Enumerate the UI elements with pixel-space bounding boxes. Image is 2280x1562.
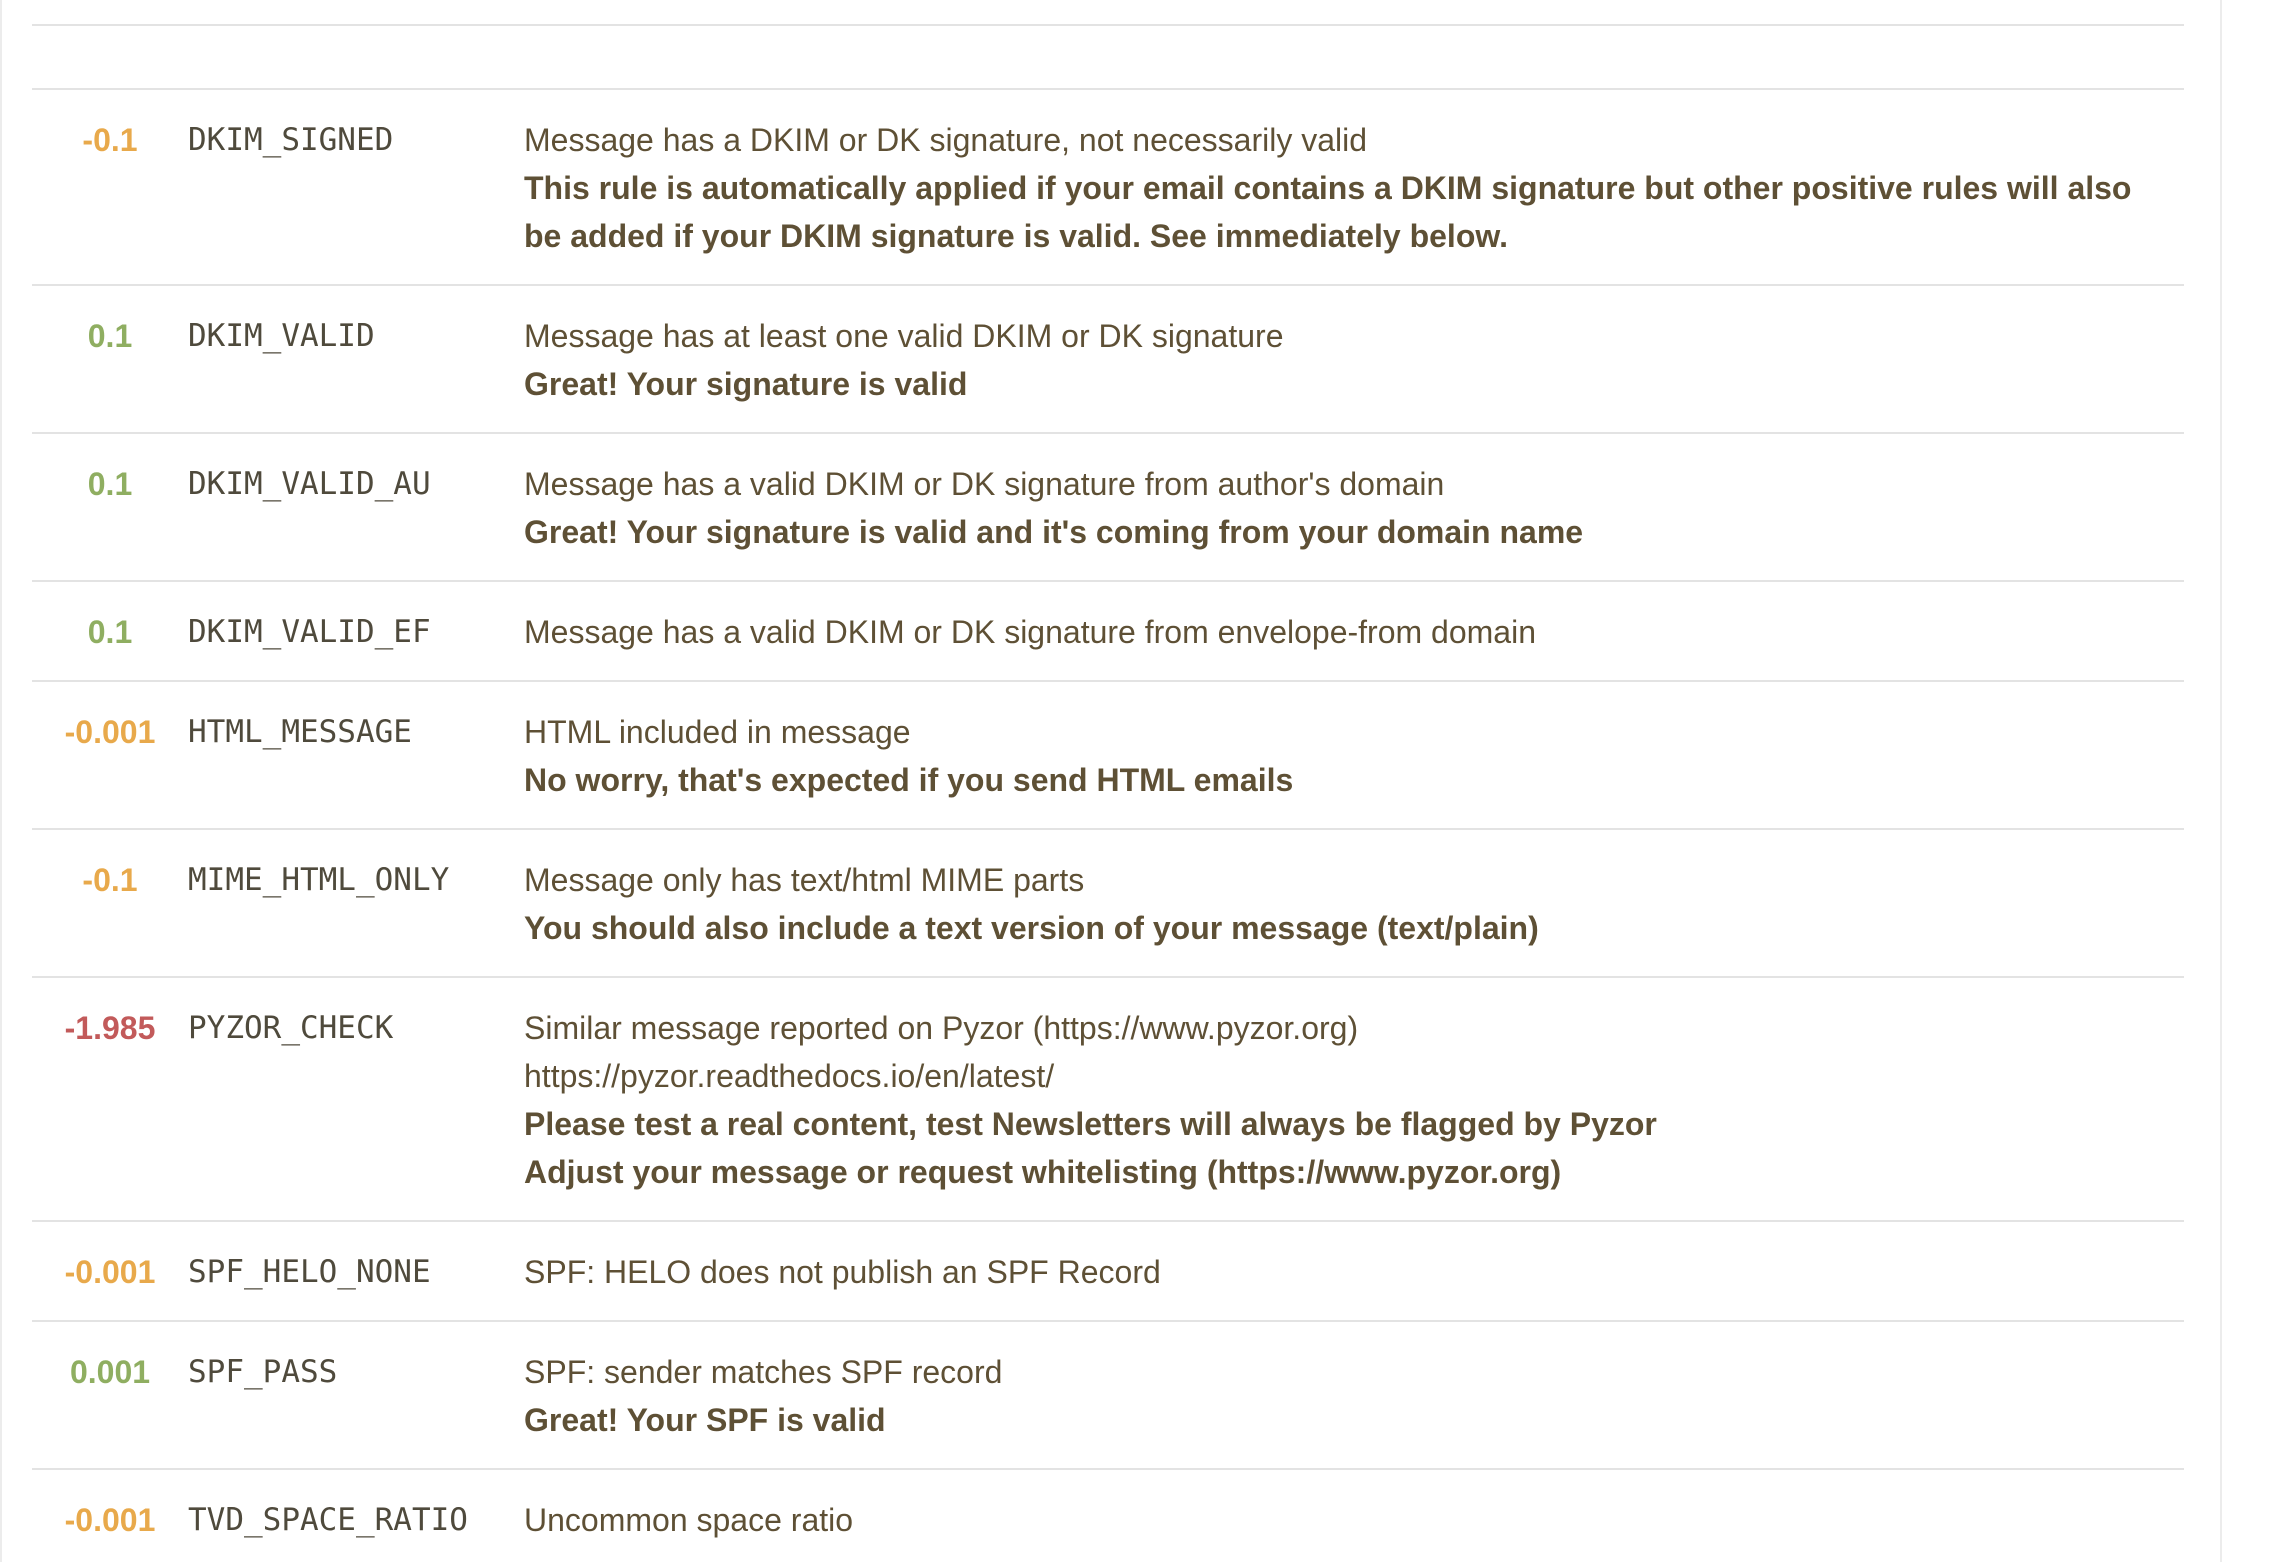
rule-name: DKIM_VALID [188, 318, 375, 354]
rule-score: 0.1 [87, 614, 133, 650]
rule-row [32, 432, 2184, 580]
rule-name: PYZOR_CHECK [188, 1010, 394, 1046]
rule-row [32, 1468, 2184, 1562]
rule-description [524, 1248, 2184, 1296]
rule-description-line: Message has at least one valid DKIM or DK signature [524, 318, 1284, 354]
table-top-divider [32, 24, 2184, 26]
panel-right-border [2220, 0, 2222, 1562]
rule-name: DKIM_SIGNED [188, 122, 394, 158]
rule-advice: This rule is automatically applied if your email contains a DKIM signature but other positive rules will also be added if your DKIM signature is valid. See immediately below. [524, 170, 2132, 254]
rule-advice: Great! Your signature is valid [524, 366, 968, 402]
rule-description-line: Message has a valid DKIM or DK signature from author's domain [524, 466, 1445, 502]
rule-description [524, 116, 2184, 260]
rule-name: DKIM_VALID_AU [188, 466, 431, 502]
rule-description [524, 608, 2184, 656]
rule-description [524, 1348, 2184, 1444]
rule-name: MIME_HTML_ONLY [188, 862, 450, 898]
rule-score: -0.1 [82, 122, 138, 158]
rule-description-line: Message has a DKIM or DK signature, not necessarily valid [524, 122, 1368, 158]
rule-score: 0.1 [87, 318, 133, 354]
rule-advice: Great! Your signature is valid and it's coming from your domain name [524, 514, 1584, 550]
rule-description [524, 1496, 2184, 1544]
rule-description-line: Message only has text/html MIME parts [524, 862, 1085, 898]
rule-description-line: SPF: sender matches SPF record [524, 1354, 1003, 1390]
rule-advice: Please test a real content, test Newsletters will always be flagged by Pyzor [524, 1106, 1657, 1142]
rule-score: -0.001 [64, 714, 156, 750]
rule-description [524, 1004, 2184, 1196]
rule-advice: Great! Your SPF is valid [524, 1402, 886, 1438]
rule-score: 0.001 [69, 1354, 151, 1390]
rule-description-line: HTML included in message [524, 714, 911, 750]
rule-description-line: https://pyzor.readthedocs.io/en/latest/ [524, 1058, 1055, 1094]
rule-description [524, 708, 2184, 804]
rule-row [32, 284, 2184, 432]
rule-description [524, 856, 2184, 952]
rule-score: -1.985 [64, 1010, 156, 1046]
rule-advice: You should also include a text version of your message (text/plain) [524, 910, 1539, 946]
rule-description-line: SPF: HELO does not publish an SPF Record [524, 1254, 1161, 1290]
rule-advice: No worry, that's expected if you send HTML emails [524, 762, 1294, 798]
rule-row [32, 828, 2184, 976]
rule-row [32, 1320, 2184, 1468]
rule-row [32, 680, 2184, 828]
rule-name: TVD_SPACE_RATIO [188, 1502, 468, 1538]
rule-name: SPF_PASS [188, 1354, 338, 1390]
rule-description-line: Similar message reported on Pyzor (https://www.pyzor.org) [524, 1010, 1359, 1046]
rule-row [32, 580, 2184, 680]
rule-description-line: Message has a valid DKIM or DK signature from envelope-from domain [524, 614, 1536, 650]
rule-description-line: Uncommon space ratio [524, 1502, 854, 1538]
rule-name: SPF_HELO_NONE [188, 1254, 431, 1290]
rule-description [524, 312, 2184, 408]
rule-score: 0.1 [87, 466, 133, 502]
rule-score: -0.001 [64, 1254, 156, 1290]
rule-score: -0.001 [64, 1502, 156, 1538]
rules-table [32, 88, 2184, 1562]
rule-score: -0.1 [82, 862, 138, 898]
rule-advice: Adjust your message or request whitelisting (https://www.pyzor.org) [524, 1154, 1562, 1190]
rule-name: DKIM_VALID_EF [188, 614, 431, 650]
rule-name: HTML_MESSAGE [188, 714, 412, 750]
rule-row [32, 1220, 2184, 1320]
panel-left-border [0, 0, 2, 1562]
rule-description [524, 460, 2184, 556]
rule-row [32, 976, 2184, 1220]
rule-row [32, 88, 2184, 284]
